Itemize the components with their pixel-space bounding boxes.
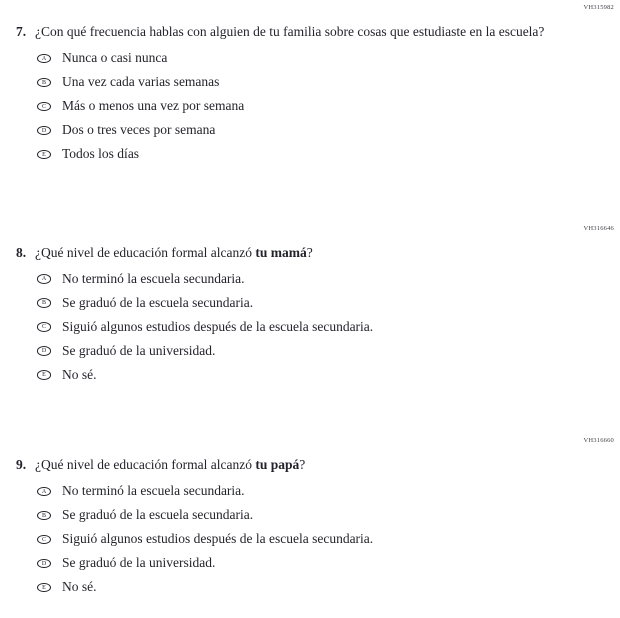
options-list	[37, 47, 620, 167]
answer-oval-a[interactable]: A	[37, 274, 51, 284]
answer-option[interactable]	[37, 315, 620, 339]
question-text-emphasis: tu mamá	[255, 244, 307, 260]
option-label: No sé.	[62, 366, 97, 382]
answer-option[interactable]	[37, 363, 620, 387]
option-label: Se graduó de la universidad.	[62, 342, 216, 358]
answer-option[interactable]	[37, 528, 620, 552]
question-text-main: ¿Qué nivel de educación formal alcanzó	[35, 457, 256, 472]
option-label: No terminó la escuela secundaria.	[62, 270, 245, 286]
answer-oval-e[interactable]: E	[37, 150, 51, 160]
answer-option[interactable]	[37, 504, 620, 528]
answer-oval-b[interactable]: B	[37, 511, 51, 521]
item-code: VH315982	[583, 4, 614, 11]
answer-option[interactable]	[37, 480, 620, 504]
answer-option[interactable]	[37, 339, 620, 363]
option-label: Se graduó de la escuela secundaria.	[62, 294, 254, 310]
option-label: Todos los días	[62, 146, 140, 162]
question-8	[0, 225, 620, 388]
question-text-emphasis: tu papá	[255, 457, 300, 472]
question-7	[0, 4, 620, 167]
answer-oval-b[interactable]: B	[37, 298, 51, 308]
question-text	[35, 457, 305, 474]
answer-option[interactable]	[37, 576, 620, 600]
answer-option[interactable]	[37, 71, 620, 95]
options-list	[37, 267, 620, 387]
question-header	[0, 457, 620, 474]
answer-oval-c[interactable]: C	[37, 322, 51, 332]
option-label: Más o menos una vez por semana	[62, 98, 245, 114]
question-text-main: ¿Con qué frecuencia hablas con alguien de tu familia sobre cosas que estudiaste en la escuela?	[35, 24, 545, 39]
answer-oval-a[interactable]: A	[37, 487, 51, 497]
question-text-main: ¿Qué nivel de educación formal alcanzó	[35, 244, 256, 260]
option-label: Nunca o casi nunca	[62, 50, 168, 66]
answer-option[interactable]	[37, 47, 620, 71]
answer-option[interactable]	[37, 95, 620, 119]
answer-oval-e[interactable]: E	[37, 370, 51, 380]
answer-oval-d[interactable]: D	[37, 346, 51, 356]
answer-option[interactable]	[37, 119, 620, 143]
option-label: Se graduó de la universidad.	[62, 555, 216, 571]
question-text-punct: ?	[306, 244, 313, 260]
answer-oval-a[interactable]: A	[37, 54, 51, 64]
option-label: Se graduó de la escuela secundaria.	[62, 507, 254, 523]
question-9	[0, 437, 620, 600]
question-number: 7.	[16, 24, 27, 39]
item-code: VH316646	[583, 224, 614, 232]
answer-option[interactable]	[37, 143, 620, 167]
answer-option[interactable]	[37, 552, 620, 576]
question-text-punct: ?	[299, 457, 306, 472]
option-label: No sé.	[62, 579, 97, 595]
option-label: Una vez cada varias semanas	[62, 74, 220, 90]
item-code: VH316660	[583, 437, 614, 444]
question-number: 8.	[16, 244, 27, 260]
answer-oval-e[interactable]: E	[37, 583, 51, 593]
answer-oval-d[interactable]: D	[37, 559, 51, 569]
option-label: Siguió algunos estudios después de la escuela secundaria.	[62, 531, 374, 547]
answer-option[interactable]	[37, 267, 620, 291]
question-number: 9.	[16, 457, 27, 472]
question-text	[35, 245, 313, 262]
answer-oval-c[interactable]: C	[37, 102, 51, 112]
question-header	[0, 24, 620, 41]
question-header	[0, 245, 620, 262]
options-list	[37, 480, 620, 600]
answer-oval-c[interactable]: C	[37, 535, 51, 545]
answer-option[interactable]	[37, 291, 620, 315]
question-text	[35, 24, 544, 41]
answer-oval-b[interactable]: B	[37, 78, 51, 88]
option-label: Siguió algunos estudios después de la escuela secundaria.	[62, 318, 374, 334]
option-label: Dos o tres veces por semana	[62, 122, 216, 138]
answer-oval-d[interactable]: D	[37, 126, 51, 136]
option-label: No terminó la escuela secundaria.	[62, 483, 245, 499]
